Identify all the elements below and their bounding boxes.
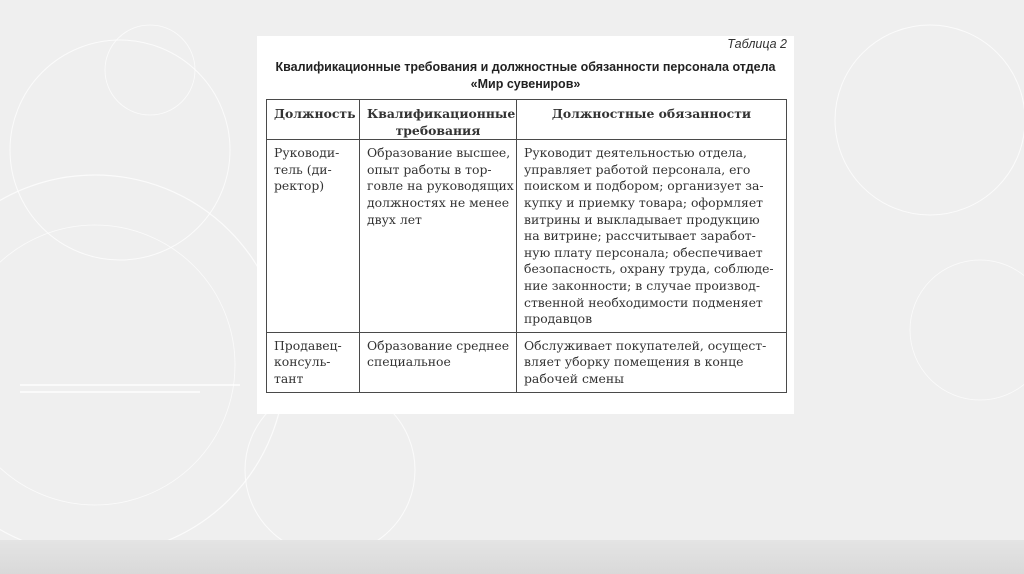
cell-duties: Обслуживает покупателей, осущест- вляет уборку помещения в конце рабочей смены [517, 332, 787, 392]
cell-position: Продавец- консуль- тант [267, 332, 360, 392]
bottom-band [0, 540, 1024, 574]
table-row [267, 332, 787, 392]
table-header-row [267, 100, 787, 140]
document-page [257, 36, 794, 414]
header-position: Должность [267, 100, 360, 140]
cell-requirements: Образование среднее специальное [360, 332, 517, 392]
title-line: «Мир сувениров» [470, 77, 581, 91]
table-row [267, 140, 787, 333]
cell-requirements: Образование высшее, опыт работы в тор- говле на руководящих должностях не менее двух лет [360, 140, 517, 333]
header-duties: Должностные обязанности [517, 100, 787, 140]
title-line: Квалификационные требования и должностные обязанности персонала отдела [275, 60, 776, 74]
header-requirements: Квалификационные требования [360, 100, 517, 140]
cell-position: Руководи- тель (ди- ректор) [267, 140, 360, 333]
requirements-table [266, 99, 787, 393]
table-number: Таблица 2 [727, 37, 787, 51]
cell-duties: Руководит деятельностью отдела, управляет работой персонала, его поиском и подбором; организует за- купку и приемку товара; оформляет витрины и выкладывает продукцию на витрине; рассчитывает заработ- ную плату персонала; обеспечивает безопасность, охрану труда, соблюде- ние законности; в случае производ- ственной необходимости подменяет продавцов [517, 140, 787, 333]
table-title [257, 59, 794, 93]
